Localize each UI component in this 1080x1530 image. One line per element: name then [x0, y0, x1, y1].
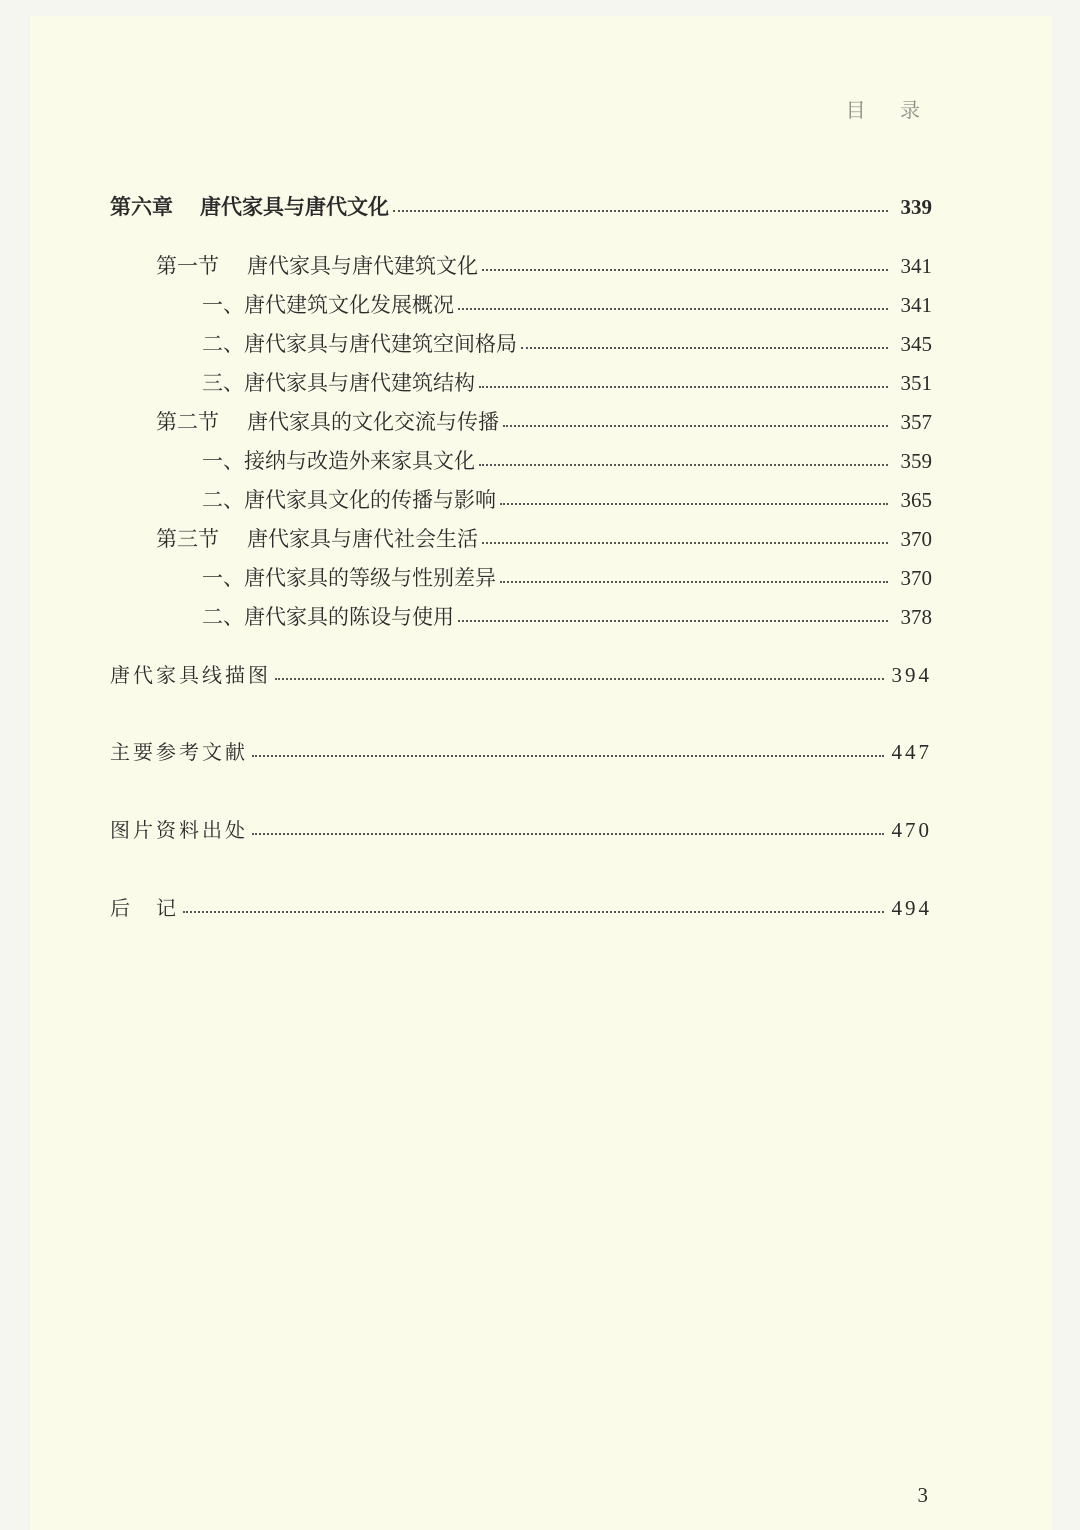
toc-entry-title: 接纳与改造外来家具文化	[244, 449, 475, 473]
toc-entry-label	[202, 447, 475, 475]
toc-entry-page: 370	[900, 527, 932, 551]
toc-entry-page: 341	[900, 254, 932, 278]
toc-entry-prefix: 二、	[202, 332, 244, 356]
book-page	[30, 16, 1052, 1530]
dot-leader	[500, 503, 888, 505]
toc-entry-prefix: 第二节	[156, 410, 219, 434]
toc-entry-subsection	[202, 291, 932, 319]
toc-entry-label	[156, 252, 478, 280]
toc-entry-references	[110, 738, 932, 766]
toc-entry-section-3	[156, 525, 932, 553]
toc-entry-page: 359	[900, 449, 932, 473]
toc-entry-subsection	[202, 447, 932, 475]
toc-entry-section-2	[156, 408, 932, 436]
toc-entry-page: 357	[900, 410, 932, 434]
toc-entry-title: 主要参考文献	[110, 740, 248, 764]
toc-entry-page: 339	[900, 195, 932, 219]
toc-entry-label	[202, 291, 454, 319]
toc-entry-subsection	[202, 330, 932, 358]
dot-leader	[479, 464, 888, 466]
toc-entry-label	[110, 193, 389, 221]
dot-leader	[393, 210, 888, 212]
toc-entry-label	[202, 603, 454, 631]
dot-leader	[482, 269, 888, 271]
toc-entry-label	[110, 738, 248, 766]
toc-entry-prefix: 一、	[202, 449, 244, 473]
toc-entry-page: 470	[891, 818, 932, 842]
toc-entry-prefix: 三、	[202, 371, 244, 395]
toc-entry-line-drawings	[110, 661, 932, 689]
toc-entry-title: 唐代家具与唐代社会生活	[247, 527, 478, 551]
dot-leader	[183, 911, 884, 913]
toc-entry-title: 唐代家具的文化交流与传播	[247, 410, 499, 434]
toc-entry-label	[110, 661, 271, 689]
toc-entry-title: 唐代家具与唐代建筑结构	[244, 371, 475, 395]
dot-leader	[482, 542, 888, 544]
toc-entry-label	[202, 330, 517, 358]
toc-entry-label	[202, 564, 496, 592]
toc-entry-afterword	[110, 894, 932, 922]
dot-leader	[252, 755, 884, 757]
dot-leader	[521, 347, 888, 349]
dot-leader	[503, 425, 888, 427]
dot-leader	[275, 678, 884, 680]
toc-entry-page: 345	[900, 332, 932, 356]
toc-entry-title: 图片资料出处	[110, 818, 248, 842]
dot-leader	[479, 386, 888, 388]
toc-entry-title: 唐代家具与唐代建筑空间格局	[244, 332, 517, 356]
toc-entry-subsection	[202, 603, 932, 631]
toc-entry-title: 唐代家具文化的传播与影响	[244, 488, 496, 512]
toc-entry-prefix: 一、	[202, 566, 244, 590]
toc-entry-label	[202, 369, 475, 397]
dot-leader	[252, 833, 884, 835]
toc-entry-page: 447	[891, 740, 932, 764]
toc-entry-subsection	[202, 486, 932, 514]
toc-entry-prefix: 二、	[202, 488, 244, 512]
toc-entry-page: 365	[900, 488, 932, 512]
toc-entry-title: 唐代家具与唐代建筑文化	[247, 254, 478, 278]
toc-entry-page: 378	[900, 605, 932, 629]
toc-entry-section-1	[156, 252, 932, 280]
running-head: 目 录	[845, 98, 934, 122]
toc-entry-title: 唐代建筑文化发展概况	[244, 293, 454, 317]
toc-entry-prefix: 第一节	[156, 254, 219, 278]
toc-entry-label	[110, 816, 248, 844]
toc-entry-label	[156, 525, 478, 553]
toc-entry-prefix: 第六章	[110, 194, 173, 219]
toc-entry-page: 394	[891, 663, 932, 687]
toc-entry-chapter-6	[110, 193, 932, 221]
toc-entry-page: 341	[900, 293, 932, 317]
toc-entry-subsection	[202, 369, 932, 397]
toc-entry-prefix: 一、	[202, 293, 244, 317]
toc-entry-label	[202, 486, 496, 514]
dot-leader	[458, 308, 888, 310]
toc-entry-title: 唐代家具线描图	[110, 663, 271, 687]
page-number: 3	[917, 1483, 928, 1507]
toc-entry-page: 351	[900, 371, 932, 395]
dot-leader	[500, 581, 888, 583]
toc-entry-image-sources	[110, 816, 932, 844]
toc-entry-page: 370	[900, 566, 932, 590]
toc-entry-prefix: 第三节	[156, 527, 219, 551]
toc-entry-prefix: 二、	[202, 605, 244, 629]
toc-entry-label	[156, 408, 499, 436]
toc-entry-subsection	[202, 564, 932, 592]
toc-entry-title: 唐代家具的等级与性别差异	[244, 566, 496, 590]
toc-entry-title: 唐代家具的陈设与使用	[244, 605, 454, 629]
toc-entry-page: 494	[891, 896, 932, 920]
toc-entry-title: 后 记	[110, 896, 179, 920]
toc-entry-label	[110, 894, 179, 922]
dot-leader	[458, 620, 888, 622]
toc-entry-title: 唐代家具与唐代文化	[200, 194, 389, 219]
